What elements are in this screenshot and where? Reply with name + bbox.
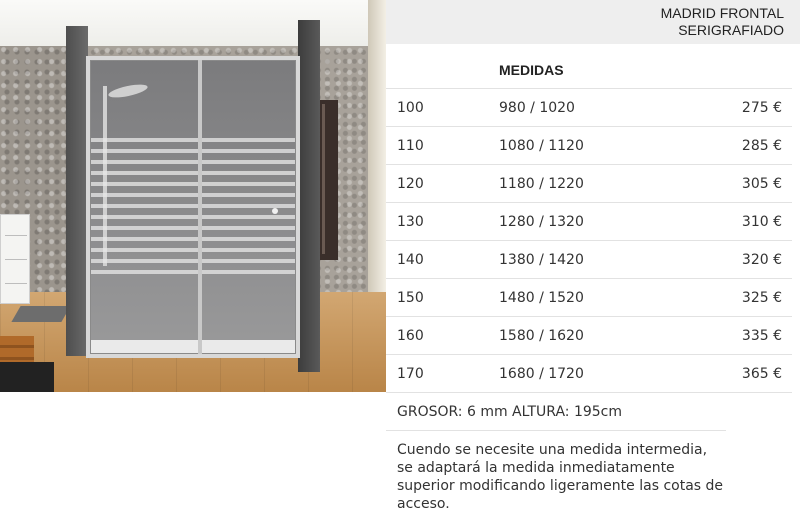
row-price: 325 €	[741, 290, 782, 306]
table-row	[386, 127, 792, 165]
row-size-range: 980 / 1020	[499, 100, 575, 116]
specs-text: GROSOR: 6 mm ALTURA: 195cm	[397, 404, 623, 420]
table-row	[386, 203, 792, 241]
row-price: 285 €	[741, 138, 782, 154]
product-title-line-2: SERIGRAFIADO	[678, 22, 784, 38]
photo-ceiling	[0, 0, 386, 46]
column-header-medidas: MEDIDAS	[499, 62, 564, 78]
row-size-range: 1180 / 1220	[499, 176, 584, 192]
row-price: 305 €	[741, 176, 782, 192]
row-model: 110	[397, 138, 424, 154]
row-size-range: 1280 / 1320	[499, 214, 584, 230]
photo-shelf-light	[322, 104, 325, 254]
row-model: 170	[397, 366, 424, 382]
row-price: 365 €	[741, 366, 782, 382]
row-price: 320 €	[741, 252, 782, 268]
row-model: 140	[397, 252, 424, 268]
row-size-range: 1080 / 1120	[499, 138, 584, 154]
photo-door-handle	[272, 208, 278, 214]
product-header	[386, 0, 800, 44]
note-text: Cuendo se necesite una medida intermedia, se adaptará la medida inmediatamente superior modificando ligeramente las cotas de acceso.	[397, 442, 724, 512]
row-price: 335 €	[741, 328, 782, 344]
photo-bench	[0, 362, 54, 392]
row-price: 310 €	[741, 214, 782, 230]
photo-partition-left	[66, 26, 88, 356]
row-size-range: 1480 / 1520	[499, 290, 584, 306]
table-row	[386, 317, 792, 355]
photo-partition-right	[298, 20, 320, 372]
row-size-range: 1580 / 1620	[499, 328, 584, 344]
row-model: 100	[397, 100, 424, 116]
photo-window	[368, 0, 386, 300]
photo-rug	[11, 306, 70, 322]
row-model: 120	[397, 176, 424, 192]
table-row	[386, 241, 792, 279]
row-model: 160	[397, 328, 424, 344]
product-photo	[0, 0, 386, 392]
table-row	[386, 165, 792, 203]
photo-cabinet	[0, 214, 30, 304]
table-row	[386, 355, 792, 393]
table-row	[386, 279, 792, 317]
row-size-range: 1680 / 1720	[499, 366, 584, 382]
row-model: 130	[397, 214, 424, 230]
photo-glass-frame	[86, 56, 300, 358]
product-title-line-1: MADRID FRONTAL	[660, 5, 784, 21]
specs-divider	[386, 430, 726, 431]
row-size-range: 1380 / 1420	[499, 252, 584, 268]
row-model: 150	[397, 290, 424, 306]
photo-glass-split	[198, 60, 202, 354]
row-price: 275 €	[741, 100, 782, 116]
product-title	[661, 5, 784, 39]
table-row	[386, 89, 792, 127]
